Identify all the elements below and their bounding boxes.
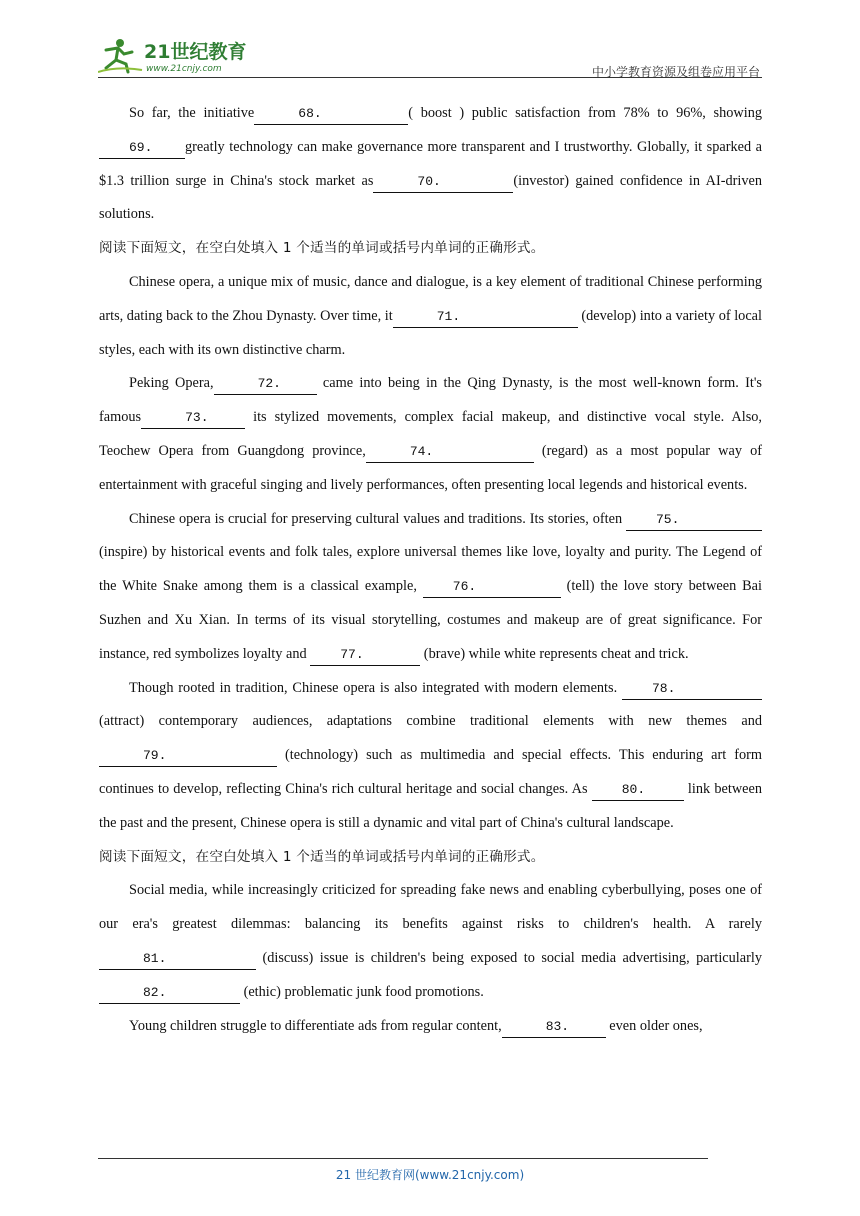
blank-74[interactable]: 74. [366, 442, 534, 463]
logo-text: 21世纪教育 [144, 41, 247, 63]
logo [98, 36, 258, 76]
paragraph-5: Though rooted in tradition, Chinese opera is also integrated with modern elements. 78. (attract) contemporary audiences, adaptations combine traditional elements with new themes and79. (technology) such as multimedia and special effects. This enduring art form continues to develop, reflecting China's rich cultural heritage and social changes. As 80. link between the past and the present, Chinese opera is still a dynamic and vital part of China's cultural landscape. [99, 679, 762, 831]
blank-75[interactable]: 75. [626, 510, 762, 531]
platform-name: 中小学教育资源及组卷应用平台 [591, 65, 760, 79]
instruction-2: 阅读下面短文，在空白处填入 1 个适当的单词或括号内单词的正确形式。 [99, 848, 545, 865]
blank-79[interactable]: 79. [99, 746, 277, 767]
blank-68[interactable]: 68. [254, 104, 408, 125]
blank-81[interactable]: 81. [99, 949, 256, 970]
blank-76[interactable]: 76. [423, 577, 561, 598]
blank-71[interactable]: 71. [393, 307, 578, 328]
runner-icon [98, 39, 142, 72]
blank-82[interactable]: 82. [99, 983, 240, 1004]
blank-69[interactable]: 69. [99, 138, 185, 159]
paragraph-2: Chinese opera, a unique mix of music, dance and dialogue, is a key element of traditional Chinese performing arts, dating back to the Zhou Dynasty. Over time, it 71. (develop) into a variety of local styles, each with its own distinctive charm. [99, 273, 762, 358]
paragraph-7: Young children struggle to differentiate ads from regular content, 83. even older ones, [99, 1010, 762, 1044]
passage-content [99, 97, 762, 1043]
paragraph-6: Social media, while increasingly criticized for spreading fake news and enabling cyberbullying, poses one of our era's greatest dilemmas: balancing its benefits against risks to children's health. A rarely81. (discuss) issue is children's being exposed to social media advertising, particularly82. (ethic) problematic junk food promotions. [99, 874, 762, 1009]
blank-77[interactable]: 77. [310, 645, 420, 666]
paragraph-4: Chinese opera is crucial for preserving cultural values and traditions. Its stories, often 75. (inspire) by historical events and folk tales, explore universal themes like love, loyalty and purity. The Legend of the White Snake among them is a classical example, 76. (tell) the love story between Bai Suzhen and Xu Xian. In terms of its visual storytelling, costumes and makeup are of great significance. For instance, red symbolizes loyalty and 77. (brave) while white represents cheat and trick. [99, 503, 762, 672]
page-header [98, 36, 762, 78]
footer-divider [98, 1158, 708, 1159]
logo-url: www.21cnjy.com [146, 64, 222, 74]
instruction-1: 阅读下面短文，在空白处填入 1 个适当的单词或括号内单词的正确形式。 [99, 240, 545, 257]
blank-72[interactable]: 72. [214, 374, 317, 395]
page-footer[interactable]: 21 世纪教育网(www.21cnjy.com) [335, 1168, 525, 1182]
blank-83[interactable]: 83. [502, 1017, 606, 1038]
paragraph-1: So far, the initiative 68. ( boost ) public satisfaction from 78% to 96%, showing 69. greatly technology can make governance more transparent and I trustworthy. Globally, it sparked a $1.3 trillion surge in China's stock market as 70. (investor) gained confidence in AI-driven solutions. [99, 105, 762, 223]
paragraph-3: Peking Opera, 72. came into being in the Qing Dynasty, is the most well-known form. It's famous 73. its stylized movements, complex facial makeup, and distinctive vocal style. Also, Teochew Opera from Guangdong province, 74. (regard) as a most popular way of entertainment with graceful singing and lively performances, often presenting local legends and historical events. [99, 375, 762, 493]
blank-70[interactable]: 70. [373, 172, 513, 193]
blank-78[interactable]: 78. [622, 679, 762, 700]
blank-80[interactable]: 80. [592, 780, 684, 801]
header-divider [98, 77, 762, 78]
blank-73[interactable]: 73. [141, 408, 245, 429]
